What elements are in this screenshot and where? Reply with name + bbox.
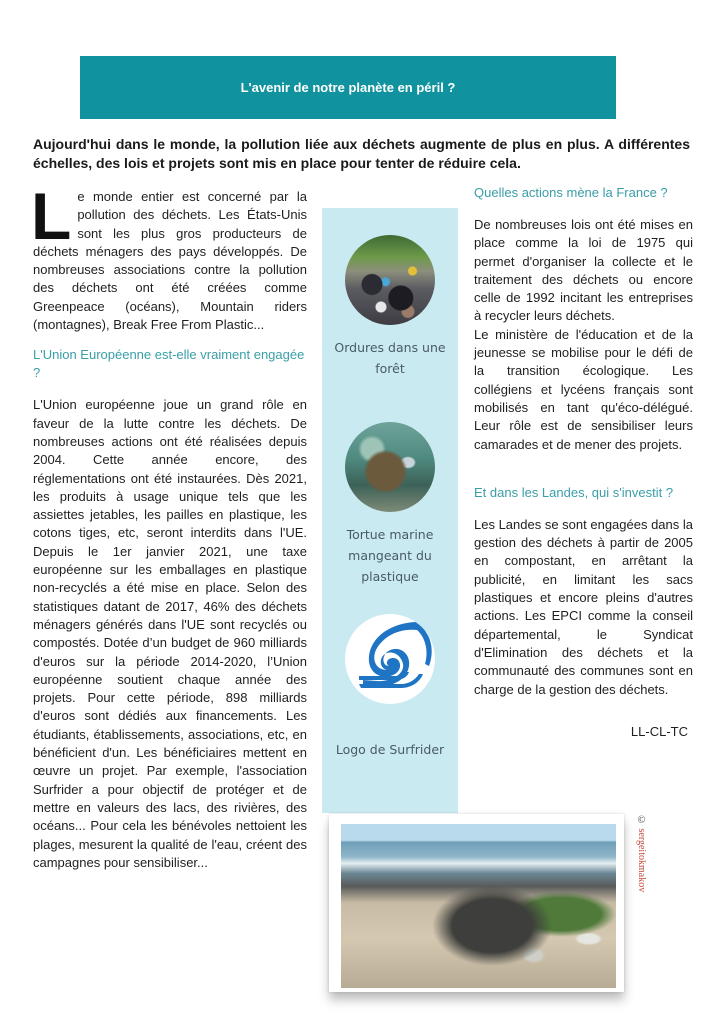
surfrider-logo xyxy=(345,614,435,704)
polluted-beach-photo xyxy=(341,824,616,988)
photo-credit xyxy=(633,815,647,900)
left-column xyxy=(31,179,307,872)
figure-logo xyxy=(322,614,458,760)
page-title: L'avenir de notre planète en péril ? xyxy=(240,80,456,95)
france-subheading: Quelles actions mène la France ? xyxy=(474,185,668,200)
trash-in-forest-photo xyxy=(345,235,435,325)
eu-subheading: L'Union Européenne est-elle vraiment engagée ? xyxy=(33,347,305,381)
beach-photo-frame xyxy=(329,814,624,992)
figure-turtle xyxy=(322,422,458,587)
wave-logo-icon xyxy=(345,614,435,704)
eu-paragraph: L'Union européenne joue un grand rôle en faveur de la lutte contre les déchets. De nombreuses actions ont été réalisées depuis 2004. Cette année encore, des réglementations ont été instaurées. Dès 2021, les produits à usage unique tels que les assiettes jetables, les pailles en plastique, les cotons tiges, etc, seront interdits dans l'UE. Depuis le 1er janvier 2021, une taxe européenne sur les emballages en plastique non-recyclés a été mise en place. Selon des statistiques datant de 2017, 46% des déchets ménagers générés dans l'UE sont recyclés ou compostés. Dotée d’un budget de 960 milliards d'euros sur la période 2014-2020, l’Union européenne soutient chaque année des projets. Pour cette période, 898 milliards d'euros sont dédiés aux financements. Les étudiants, établissements, associations, etc, en bénéficient d'un. Les bénéficiaires mettent en œuvre un projet. Par exemple, l'association Surfrider a pour objectif de protéger et de mettre en valeurs des lacs, des rivières, des océans... Pour cela les bénévoles nettoient les plages, mesurent la qualité de l'eau, créent des campagnes pour sensibiliser... xyxy=(33,397,307,870)
copyright-icon: © xyxy=(636,815,647,826)
opening-paragraph xyxy=(31,179,307,334)
intro-paragraph: Aujourd'hui dans le monde, la pollution liée aux déchets augmente de plus en plus. A différentes échelles, des lois et projets sont mis en place pour tenter de réduire cela. xyxy=(33,136,690,171)
figure-caption: Ordures dans une forêt xyxy=(334,340,446,376)
france-laws-paragraph: De nombreuses lois ont été mises en place comme la loi de 1975 qui permet d'organiser la collecte et le traitement des déchets ou encore celle de 1992 incitant les entreprises à recycler leurs déchets. xyxy=(474,217,693,324)
sea-turtle-photo xyxy=(345,422,435,512)
figure-caption: Tortue marine mangeant du plastique xyxy=(346,527,434,584)
figure-trash xyxy=(322,235,458,379)
author-signature: LL-CL-TC xyxy=(630,723,688,739)
right-column xyxy=(474,184,718,741)
image-sidebar xyxy=(322,208,458,813)
landes-paragraph: Les Landes se sont engagées dans la gestion des déchets à partir de 2005 en compostant, en arrêtant la publicité, en limitant les sacs plastiques et encore pleins d'autres actions. Les EPCI comme la conseil départemental, le Syndicat d'Elimination des déchets et la communauté des communes sont en charge de la gestion des déchets. xyxy=(474,516,694,697)
drop-cap: L xyxy=(31,179,72,253)
figure-caption: Logo de Surfrider xyxy=(335,742,445,757)
education-paragraph: Le ministère de l'éducation et de la jeunesse se mobilise pour le défi de la transition écologique. Les collégiens et lycéens français sont mobilisés en tant qu'éco-délégué. Leur rôle est de sensibiliser leurs camarades et de mener des projets. xyxy=(474,326,693,452)
opening-text: e monde entier est concerné par la pollution des déchets. Les États-Unis sont les plus gros producteurs de déchets ménagers des pays développés. De nombreuses associations contre la pollution des déchets ont été créées comme Greenpeace (océans), Mountain riders (montagnes), Break Free From Plastic... xyxy=(33,189,307,333)
photo-credit-name: sergeitokmakov xyxy=(636,828,647,893)
landes-subheading: Et dans les Landes, qui s'investit ? xyxy=(474,484,674,500)
title-banner xyxy=(80,56,616,119)
